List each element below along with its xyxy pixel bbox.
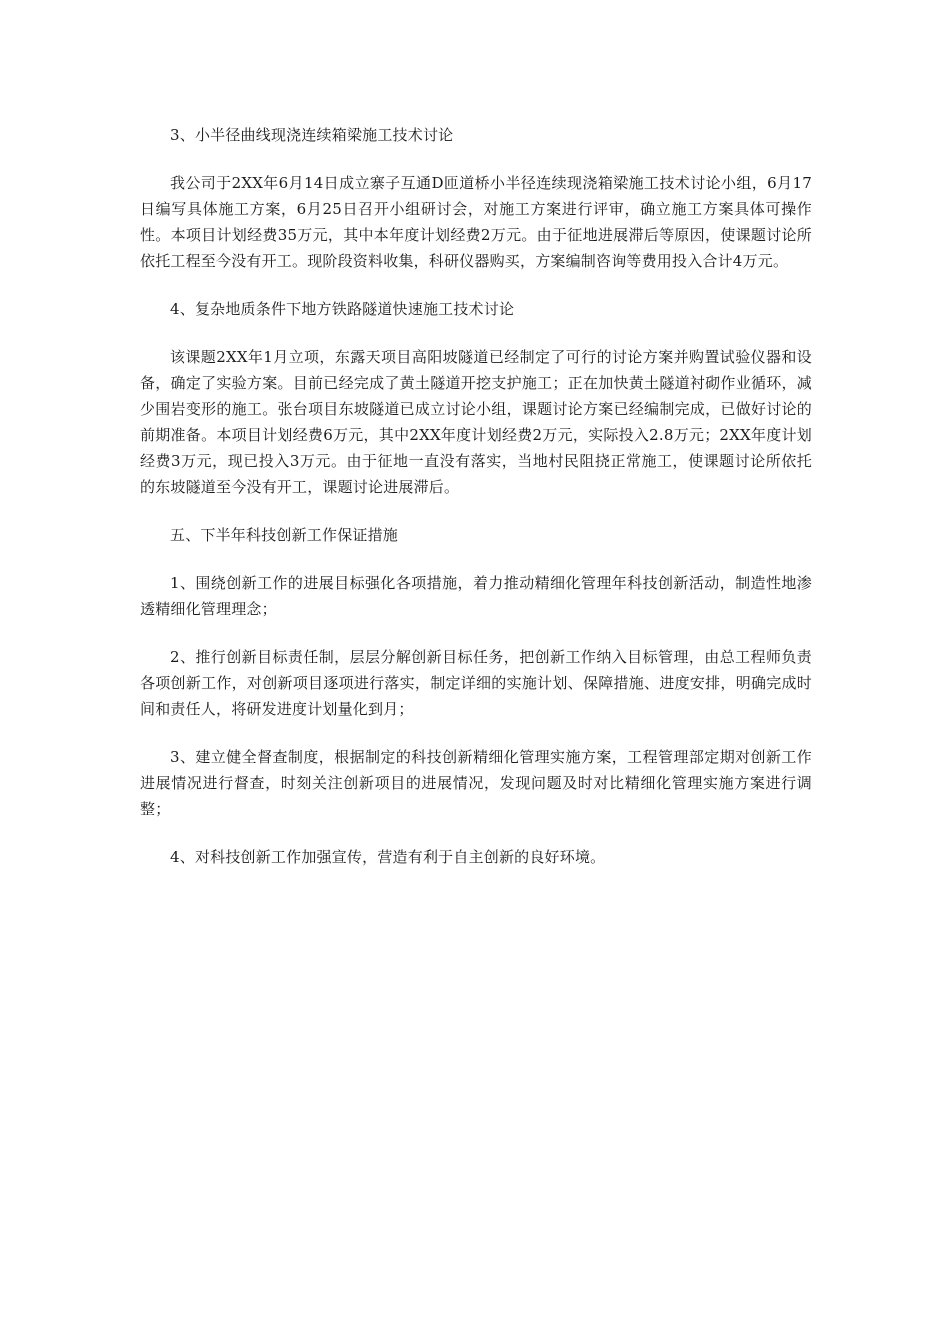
paragraph-4-body: 该课题2XX年1月立项，东露天项目高阳坡隧道已经制定了可行的讨论方案并购置试验仪器和设备，确定了实验方案。目前已经完成了黄土隧道开挖支护施工；正在加快黄土隧道衬砌作业循环，减少围岩变形的施工。张台项目东坡隧道已成立讨论小组，课题讨论方案已经编制完成，已做好讨论的前期准备。本项目计划经费6万元，其中2XX年度计划经费2万元，实际投入2.8万元；2XX年度计划经费3万元，现已投入3万元。由于征地一直没有落实，当地村民阻挠正常施工，使课题讨论所依托的东坡隧道至今没有开工，课题讨论进展滞后。 — [140, 348, 812, 496]
measure-item-1: 1、围绕创新工作的进展目标强化各项措施，着力推动精细化管理年科技创新活动，制造性地渗透精细化管理理念； — [140, 574, 812, 618]
paragraph-3-body: 我公司于2XX年6月14日成立寨子互通D匝道桥小半径连续现浇箱梁施工技术讨论小组，6月17日编写具体施工方案，6月25日召开小组研讨会，对施工方案进行评审，确立施工方案具体可操作性。本项目计划经费35万元，其中本年度计划经费2万元。由于征地进展滞后等原因，使课题讨论所依托工程至今没有开工。现阶段资料收集，科研仪器购买，方案编制咨询等费用投入合计4万元。 — [140, 174, 812, 270]
measure-item-2: 2、推行创新目标责任制，层层分解创新目标任务，把创新工作纳入目标管理，由总工程师负责各项创新工作，对创新项目逐项进行落实，制定详细的实施计划、保障措施、进度安排，明确完成时间和责任人，将研发进度计划量化到月； — [140, 648, 812, 718]
document-page — [140, 122, 812, 892]
section-heading-3: 3、小半径曲线现浇连续箱梁施工技术讨论 — [170, 126, 454, 144]
section-heading-five: 五、下半年科技创新工作保证措施 — [170, 526, 399, 544]
section-heading-4: 4、复杂地质条件下地方铁路隧道快速施工技术讨论 — [170, 300, 515, 318]
measure-item-4: 4、对科技创新工作加强宣传，营造有利于自主创新的良好环境。 — [170, 848, 606, 866]
measure-item-3: 3、建立健全督查制度，根据制定的科技创新精细化管理实施方案，工程管理部定期对创新工作进展情况进行督查，时刻关注创新项目的进展情况，发现问题及时对比精细化管理实施方案进行调整； — [140, 748, 812, 818]
